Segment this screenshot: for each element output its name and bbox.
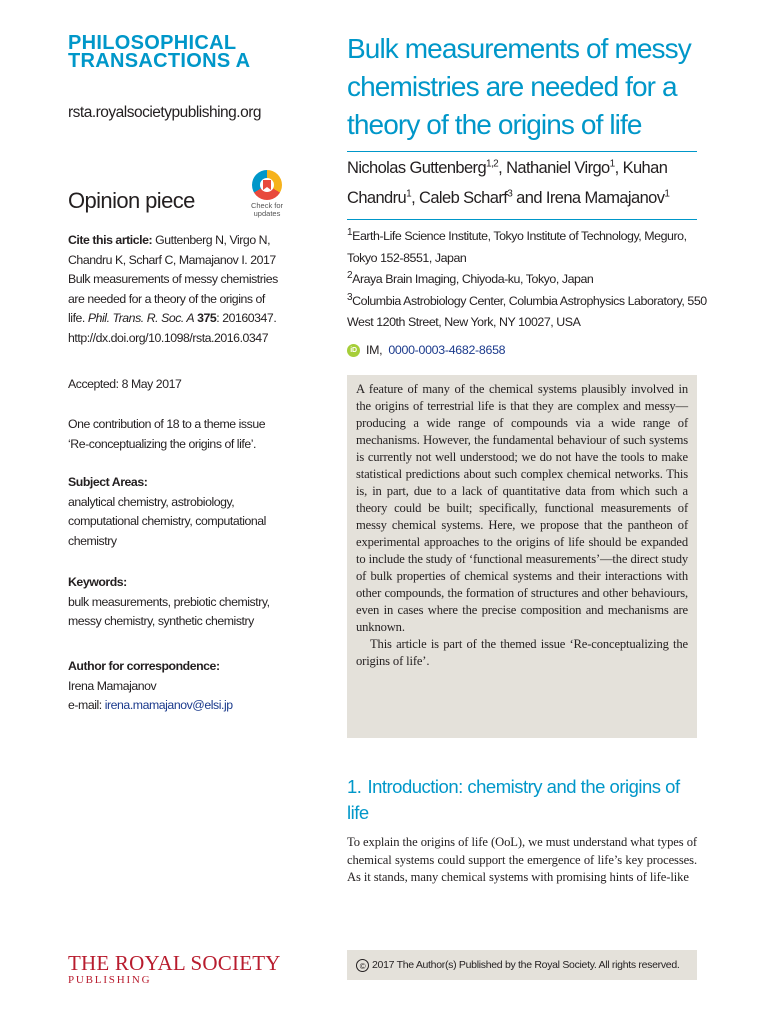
abstract-box: [347, 375, 697, 738]
abstract-paragraph-2: This article is part of the themed issue ‘Re-conceptualizing the origins of life’.: [356, 637, 688, 668]
paper-title: Bulk measurements of messy chemistries are needed for a theory of the origins of life: [347, 33, 691, 140]
author-separator: ,: [498, 159, 507, 177]
copyright-text: 2017 The Author(s) Published by the Royal Society. All rights reserved.: [372, 959, 680, 971]
check-for-updates-button[interactable]: [244, 170, 290, 218]
affiliation-sup: 1: [347, 226, 353, 238]
author-affiliation-sup: 1,2: [486, 158, 499, 170]
cite-doi-link[interactable]: http://dx.doi.org/10.1098/rsta.2016.0347: [68, 330, 269, 345]
title-divider: [347, 151, 697, 152]
subject-areas: [68, 473, 278, 551]
author-name: Kuhan Chandru: [347, 159, 668, 207]
check-updates-label: Check for updates: [250, 201, 284, 218]
keywords-label: Keywords:: [68, 575, 127, 589]
orcid-icon: iD: [347, 344, 360, 357]
email-label: e-mail:: [68, 698, 105, 712]
cite-pages: : 20160347.: [216, 311, 277, 325]
subject-areas-text: analytical chemistry, astrobiology, computational chemistry, computational chemistry: [68, 494, 266, 548]
citation-block: [68, 231, 278, 348]
author-name: Irena Mamajanov: [545, 189, 665, 207]
cite-text: Guttenberg N, Virgo N, Chandru K, Scharf C, Mamajanov I. 2017 Bulk measurements of messy chemistries are needed for a theory of the origins of life.: [68, 233, 278, 325]
author-list: [347, 153, 707, 213]
affiliations: [347, 226, 707, 334]
author-affiliation-sup: 1: [406, 188, 412, 200]
author-name: Nathaniel Virgo: [506, 159, 610, 177]
cite-label: Cite this article:: [68, 233, 153, 247]
intro-paragraph: To explain the origins of life (OoL), we must understand what types of chemical systems could support the emergence of life’s key processes. As it stands, many chemical systems with promising hints of life-like: [347, 835, 697, 884]
affiliation-item: [347, 269, 707, 291]
accepted-date: Accepted: 8 May 2017: [68, 377, 182, 391]
author-affiliation-sup: 3: [507, 188, 513, 200]
author-separator: ,: [411, 189, 420, 207]
affiliation-sup: 3: [347, 291, 353, 303]
cite-journal: Phil. Trans. R. Soc. A: [87, 311, 195, 325]
publisher-sub: PUBLISHING: [68, 974, 152, 986]
author-name: Caleb Scharf: [419, 189, 508, 207]
subject-areas-label: Subject Areas:: [68, 475, 148, 489]
publisher-logo: [68, 952, 281, 986]
keywords: [68, 573, 278, 632]
journal-title-line1: PHILOSOPHICAL: [68, 32, 237, 54]
correspondence: [68, 657, 278, 716]
author-divider: [347, 219, 697, 220]
author-name: Nicholas Guttenberg: [347, 159, 487, 177]
journal-title: [68, 34, 250, 70]
section-title: Introduction: chemistry and the origins of life: [347, 776, 680, 823]
section-heading: [347, 774, 697, 826]
theme-issue-note: One contribution of 18 to a theme issue ‘Re-conceptualizing the origins of life’.: [68, 417, 266, 451]
publisher-name: THE ROYAL SOCIETY: [68, 951, 281, 975]
copyright-icon: ©: [356, 959, 369, 972]
author-separator: ,: [614, 159, 623, 177]
orcid-initials: IM,: [366, 343, 383, 357]
orcid-row: [347, 343, 505, 357]
affiliation-item: [347, 291, 707, 334]
correspondence-label: Author for correspondence:: [68, 659, 220, 673]
article-type: Opinion piece: [68, 188, 195, 213]
abstract-paragraph-1: A feature of many of the chemical systems plausibly involved in the origins of terrestrial life is that they are complex and messy—producing a wide range of compounds via a wide range of mechanisms. However, the fundamental behaviour of such systems is currently not well understood; we do not have the tools to make statistical predictions about such complex chemical networks. This is, in part, due to a lack of quantitative data from which such a theory could be built; specifically, functional measurements of messy chemical systems. Here, we propose that the pantheon of experimental approaches to the origins of life should be expanded to include the study of ‘functional measurements’—the direct study of bulk properties of chemical systems and their interactions with other compounds, the formation of structures and other behaviours, even in cases where the precise composition and mechanisms are unknown.: [356, 382, 688, 634]
affiliation-text: Araya Brain Imaging, Chiyoda-ku, Tokyo, Japan: [352, 272, 594, 286]
journal-url[interactable]: rsta.royalsocietypublishing.org: [68, 104, 261, 121]
author-affiliation-sup: 1: [609, 158, 615, 170]
journal-title-line2: TRANSACTIONS A: [68, 50, 251, 72]
affiliation-text: Columbia Astrobiology Center, Columbia Astrophysics Laboratory, 550 West 120th Street, New York, NY 10027, USA: [347, 293, 707, 329]
affiliation-sup: 2: [347, 269, 353, 281]
affiliation-item: [347, 226, 707, 269]
correspondence-email-row: [68, 696, 278, 716]
keywords-text: bulk measurements, prebiotic chemistry, messy chemistry, synthetic chemistry: [68, 594, 270, 628]
section-number: 1.: [347, 776, 362, 797]
affiliation-text: Earth-Life Science Institute, Tokyo Institute of Technology, Meguro, Tokyo 152-8551, Japan: [347, 229, 687, 265]
bookmark-icon: [252, 170, 282, 200]
orcid-link[interactable]: 0000-0003-4682-8658: [388, 343, 506, 357]
email-link[interactable]: irena.mamajanov@elsi.jp: [104, 698, 233, 712]
author-separator: and: [512, 189, 546, 207]
author-affiliation-sup: 1: [664, 188, 670, 200]
correspondence-name: Irena Mamajanov: [68, 678, 157, 693]
cite-volume: 375: [197, 311, 217, 325]
copyright-bar: [347, 950, 697, 980]
